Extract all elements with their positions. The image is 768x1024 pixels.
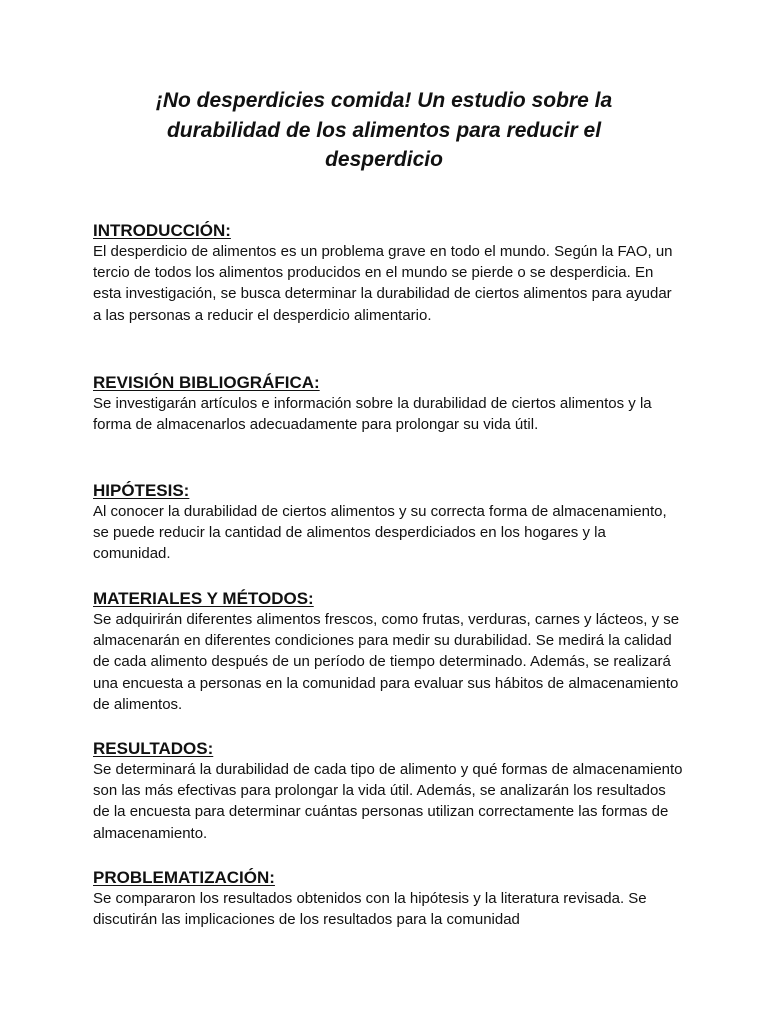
section-body: Al conocer la durabilidad de ciertos alimentos y su correcta forma de almacenamiento, se puede reducir la cantidad de alimentos desperdiciados en los hogares y la comunidad. — [93, 503, 667, 563]
section-revision-bibliografica — [93, 372, 683, 435]
document-title: ¡No desperdicies comida! Un estudio sobre la durabilidad de los alimentos para reducir el desperdicio — [155, 89, 613, 171]
section-body: Se determinará la durabilidad de cada tipo de alimento y qué formas de almacenamiento son las más efectivas para prolongar la vida útil. Además, se analizarán los resultados de la encuesta para determinar cuántas personas utilizan correctamente las formas de almacenamiento. — [93, 761, 683, 842]
section-heading: REVISIÓN BIBLIOGRÁFICA: — [93, 373, 320, 392]
section-problematizacion — [93, 867, 683, 930]
section-hipotesis — [93, 480, 683, 565]
section-body: Se compararon los resultados obtenidos con la hipótesis y la literatura revisada. Se discutirán las implicaciones de los resultados para la comunidad — [93, 890, 647, 929]
section-heading: INTRODUCCIÓN: — [93, 221, 231, 240]
section-heading: MATERIALES Y MÉTODOS: — [93, 589, 314, 608]
section-body: Se adquirirán diferentes alimentos frescos, como frutas, verduras, carnes y lácteos, y se almacenarán en diferentes condiciones para medir su durabilidad. Se medirá la calidad de cada alimento después de un período de tiempo determinado. Además, se realizará una encuesta a personas en la comunidad para evaluar sus hábitos de almacenamiento de alimentos. — [93, 611, 680, 713]
section-heading: PROBLEMATIZACIÓN: — [93, 868, 275, 887]
section-body: El desperdicio de alimentos es un problema grave en todo el mundo. Según la FAO, un tercio de todos los alimentos producidos en el mundo se pierde o se desperdicia. En esta investigación, se busca determinar la durabilidad de ciertos alimentos para ayudar a las personas a reducir el desperdicio alimentario. — [93, 243, 673, 324]
section-heading: HIPÓTESIS: — [93, 481, 190, 500]
section-materiales-y-metodos — [93, 588, 683, 715]
section-introduccion — [93, 220, 683, 326]
section-resultados — [93, 738, 683, 844]
section-heading: RESULTADOS: — [93, 739, 214, 758]
section-body: Se investigarán artículos e información sobre la durabilidad de ciertos alimentos y la forma de almacenarlos adecuadamente para prolongar su vida útil. — [93, 395, 652, 434]
